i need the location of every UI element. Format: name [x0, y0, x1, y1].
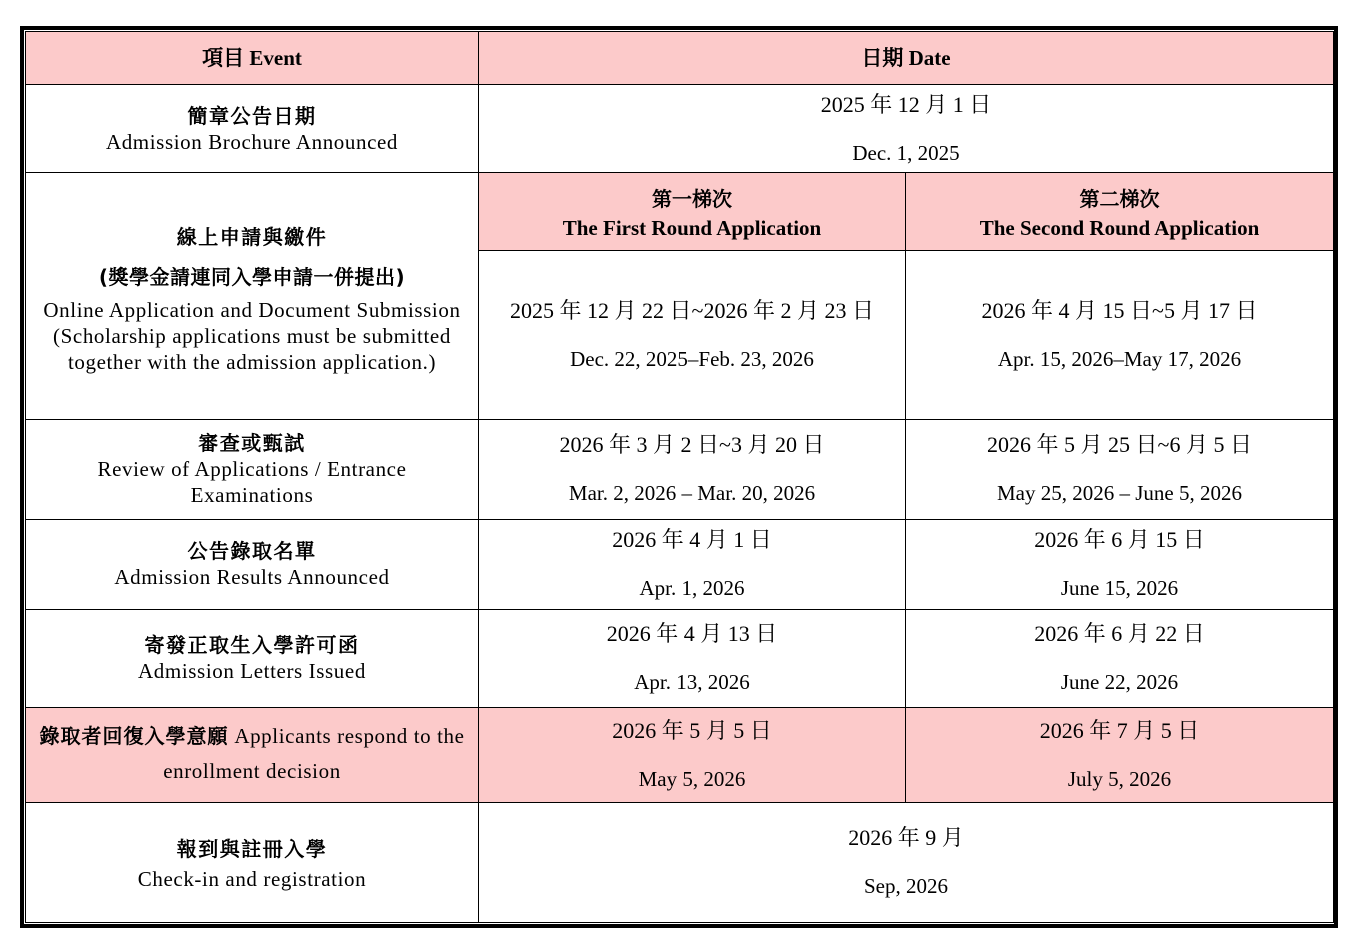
- table-row: [26, 519, 1334, 609]
- event-cell-application: [26, 173, 479, 420]
- date-cell-results-first: [479, 519, 906, 609]
- event-name-en: Check-in and registration: [137, 867, 367, 892]
- event-name-en: Admission Brochure Announced: [105, 129, 399, 154]
- date-header-label: 日期 Date: [861, 46, 951, 71]
- date-cell-review-second: [906, 420, 1334, 519]
- first-round-label-zh: 第一梯次: [652, 186, 732, 211]
- date-zh: 2026 年 7 月 5 日: [1039, 717, 1200, 743]
- date-zh: 2026 年 6 月 22 日: [1034, 621, 1205, 647]
- date-en: May 5, 2026: [638, 766, 746, 791]
- schedule-frame: [20, 26, 1338, 928]
- table-row: [26, 85, 1334, 173]
- date-en: May 25, 2026 – June 5, 2026: [997, 481, 1242, 506]
- event-cell-review: [26, 420, 479, 519]
- event-name-en: Online Application and Document Submission (Scholarship applications must be submitted together with the admission application.): [43, 298, 461, 375]
- date-zh: 2026 年 5 月 25 日~6 月 5 日: [987, 432, 1252, 458]
- table-row: [26, 420, 1334, 519]
- date-zh: 2025 年 12 月 22 日~2026 年 2 月 23 日: [510, 298, 874, 324]
- table-row: [26, 173, 1334, 251]
- event-cell-results: [26, 519, 479, 609]
- date-cell-respond-first: [479, 707, 906, 802]
- second-round-label-en: The Second Round Application: [979, 215, 1260, 240]
- date-cell-letters-second: [906, 609, 1334, 707]
- date-zh: 2026 年 3 月 2 日~3 月 20 日: [559, 432, 825, 458]
- date-cell-respond-second: [906, 707, 1334, 802]
- event-name-zh: 公告錄取名單: [187, 539, 317, 564]
- date-en: Apr. 13, 2026: [634, 670, 750, 695]
- first-round-label-en: The First Round Application: [562, 215, 822, 240]
- date-zh: 2026 年 4 月 15 日~5 月 17 日: [981, 298, 1258, 324]
- date-zh: 2026 年 4 月 1 日: [612, 527, 772, 553]
- date-en: Sep, 2026: [864, 874, 948, 899]
- table-row: [26, 802, 1334, 922]
- event-cell-brochure: [26, 85, 479, 173]
- event-cell-letters: [26, 609, 479, 707]
- event-note-zh: (獎學金請連同入學申請一併提出): [98, 265, 406, 290]
- date-zh: 2026 年 6 月 15 日: [1034, 527, 1205, 553]
- date-en: Dec. 22, 2025–Feb. 23, 2026: [570, 347, 814, 372]
- second-round-header: [906, 173, 1334, 251]
- event-name-en: Admission Letters Issued: [138, 659, 366, 684]
- date-en: Mar. 2, 2026 – Mar. 20, 2026: [568, 481, 816, 506]
- date-en: June 15, 2026: [1060, 576, 1179, 601]
- event-name-zh: 報到與註冊入學: [176, 837, 328, 862]
- date-column-header: [479, 32, 1334, 85]
- event-column-header: [26, 32, 479, 85]
- date-en: Apr. 15, 2026–May 17, 2026: [997, 347, 1242, 372]
- date-en: Apr. 1, 2026: [639, 576, 745, 601]
- date-en: Dec. 1, 2025: [852, 140, 960, 165]
- event-name-zh: 審查或甄試: [198, 431, 306, 456]
- event-name-en: Applicants respond to the enrollment decision: [163, 723, 465, 783]
- date-cell-application-second: [906, 251, 1334, 420]
- header-row: [26, 32, 1334, 85]
- date-en: July 5, 2026: [1067, 766, 1172, 791]
- date-zh: 2026 年 4 月 13 日: [606, 621, 778, 647]
- event-name-zh: 錄取者回復入學意願: [39, 723, 229, 748]
- date-zh: 2026 年 5 月 5 日: [612, 717, 772, 743]
- table-row: [26, 707, 1334, 802]
- date-cell-results-second: [906, 519, 1334, 609]
- first-round-header: [479, 173, 906, 251]
- date-zh: 2026 年 9 月: [848, 825, 964, 851]
- date-cell-brochure: [479, 85, 1334, 173]
- event-name-en: Admission Results Announced: [114, 565, 390, 590]
- date-cell-checkin: [479, 802, 1334, 922]
- event-name-zh: 線上申請與繳件: [176, 225, 328, 250]
- event-header-label: 項目 Event: [202, 46, 302, 71]
- event-name-en: Review of Applications / Entrance Examinations: [97, 457, 407, 508]
- admission-schedule-table: [25, 31, 1334, 923]
- event-cell-checkin: [26, 802, 479, 922]
- table-row: [26, 609, 1334, 707]
- event-name-zh: 簡章公告日期: [187, 103, 317, 128]
- date-en: June 22, 2026: [1060, 670, 1179, 695]
- second-round-label-zh: 第二梯次: [1079, 186, 1160, 211]
- event-name-zh: 寄發正取生入學許可函: [144, 633, 360, 658]
- date-cell-application-first: [479, 251, 906, 420]
- date-cell-review-first: [479, 420, 906, 519]
- event-cell-respond: [26, 707, 479, 802]
- date-zh: 2025 年 12 月 1 日: [820, 91, 992, 117]
- date-cell-letters-first: [479, 609, 906, 707]
